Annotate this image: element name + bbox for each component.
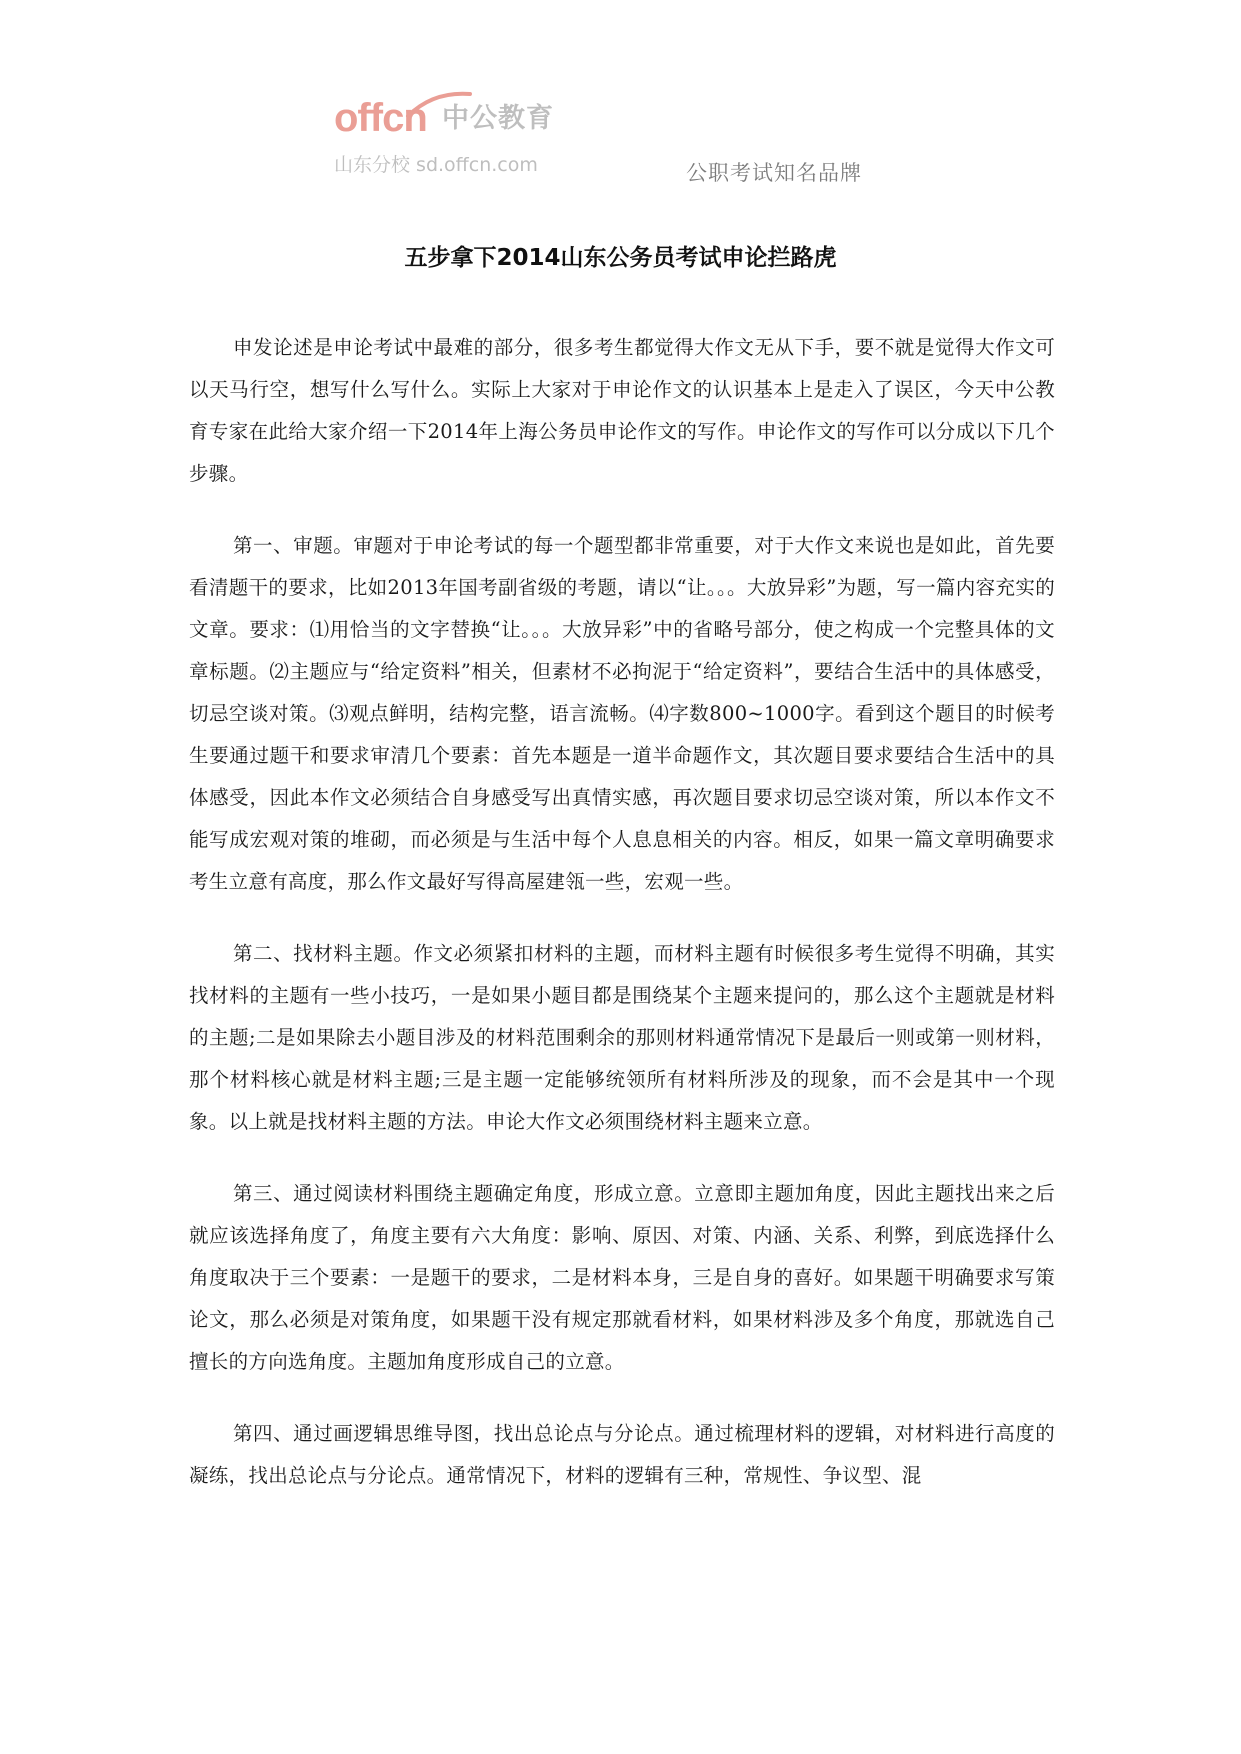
paragraph-intro: 申发论述是申论考试中最难的部分，很多考生都觉得大作文无从下手，要不就是觉得大作文可以天马行空，想写什么写什么。实际上大家对于申论作文的认识基本上是走入了误区，今天中公教育专家在此给大家介绍一下2014年上海公务员申论作文的写作。申论作文的写作可以分成以下几个步骤。: [189, 336, 1055, 485]
article-title: 五步拿下2014山东公务员考试申论拦路虎: [404, 245, 837, 272]
logo-wordmark: offcn: [334, 96, 427, 140]
paragraph-step-2: 第二、找材料主题。作文必须紧扣材料的主题，而材料主题有时候很多考生觉得不明确，其实找材料的主题有一些小技巧，一是如果小题目都是围绕某个主题来提问的，那么这个主题就是材料的主题;二是如果除去小题目涉及的材料范围剩余的那则材料通常情况下是最后一则或第一则材料，那个材料核心就是材料主题;三是主题一定能够统领所有材料所涉及的现象，而不会是其中一个现象。以上就是找材料主题的方法。申论大作文必须围绕材料主题来立意。: [189, 942, 1055, 1133]
brand-tagline: 公职考试知名品牌: [686, 161, 862, 185]
article-body: [189, 327, 1055, 1527]
logo-chinese-name: 中公教育: [442, 103, 554, 134]
paragraph-step-1: 第一、审题。审题对于申论考试的每一个题型都非常重要，对于大作文来说也是如此，首先要看清题干的要求，比如2013年国考副省级的考题，请以“让。。。大放异彩”为题，写一篇内容充实的文章。要求：⑴用恰当的文字替换“让。。。大放异彩”中的省略号部分，使之构成一个完整具体的文章标题。⑵主题应与“给定资料”相关，但素材不必拘泥于“给定资料”，要结合生活中的具体感受，切忌空谈对策。⑶观点鲜明，结构完整，语言流畅。⑷字数800~1000字。看到这个题目的时候考生要通过题干和要求审清几个要素：首先本题是一道半命题作文，其次题目要求要结合生活中的具体感受，因此本作文必须结合自身感受写出真情实感，再次题目要求切忌空谈对策，所以本作文不能写成宏观对策的堆砌，而必须是与生活中每个人息息相关的内容。相反，如果一篇文章明确要求考生立意有高度，那么作文最好写得高屋建瓴一些，宏观一些。: [189, 534, 1055, 893]
paragraph-step-3: 第三、通过阅读材料围绕主题确定角度，形成立意。立意即主题加角度，因此主题找出来之后就应该选择角度了，角度主要有六大角度：影响、原因、对策、内涵、关系、利弊，到底选择什么角度取决于三个要素：一是题干的要求，二是材料本身，三是自身的喜好。如果题干明确要求写策论文，那么必须是对策角度，如果题干没有规定那就看材料，如果材料涉及多个角度，那就选自己擅长的方向选角度。主题加角度形成自己的立意。: [189, 1182, 1055, 1373]
document-header: [0, 0, 1241, 200]
paragraph-step-4: 第四、通过画逻辑思维导图，找出总论点与分论点。通过梳理材料的逻辑，对材料进行高度的凝练，找出总论点与分论点。通常情况下，材料的逻辑有三种，常规性、争议型、混: [189, 1422, 1055, 1487]
offcn-logo: [334, 96, 574, 186]
logo-subtitle: 山东分校 sd.offcn.com: [334, 154, 538, 176]
